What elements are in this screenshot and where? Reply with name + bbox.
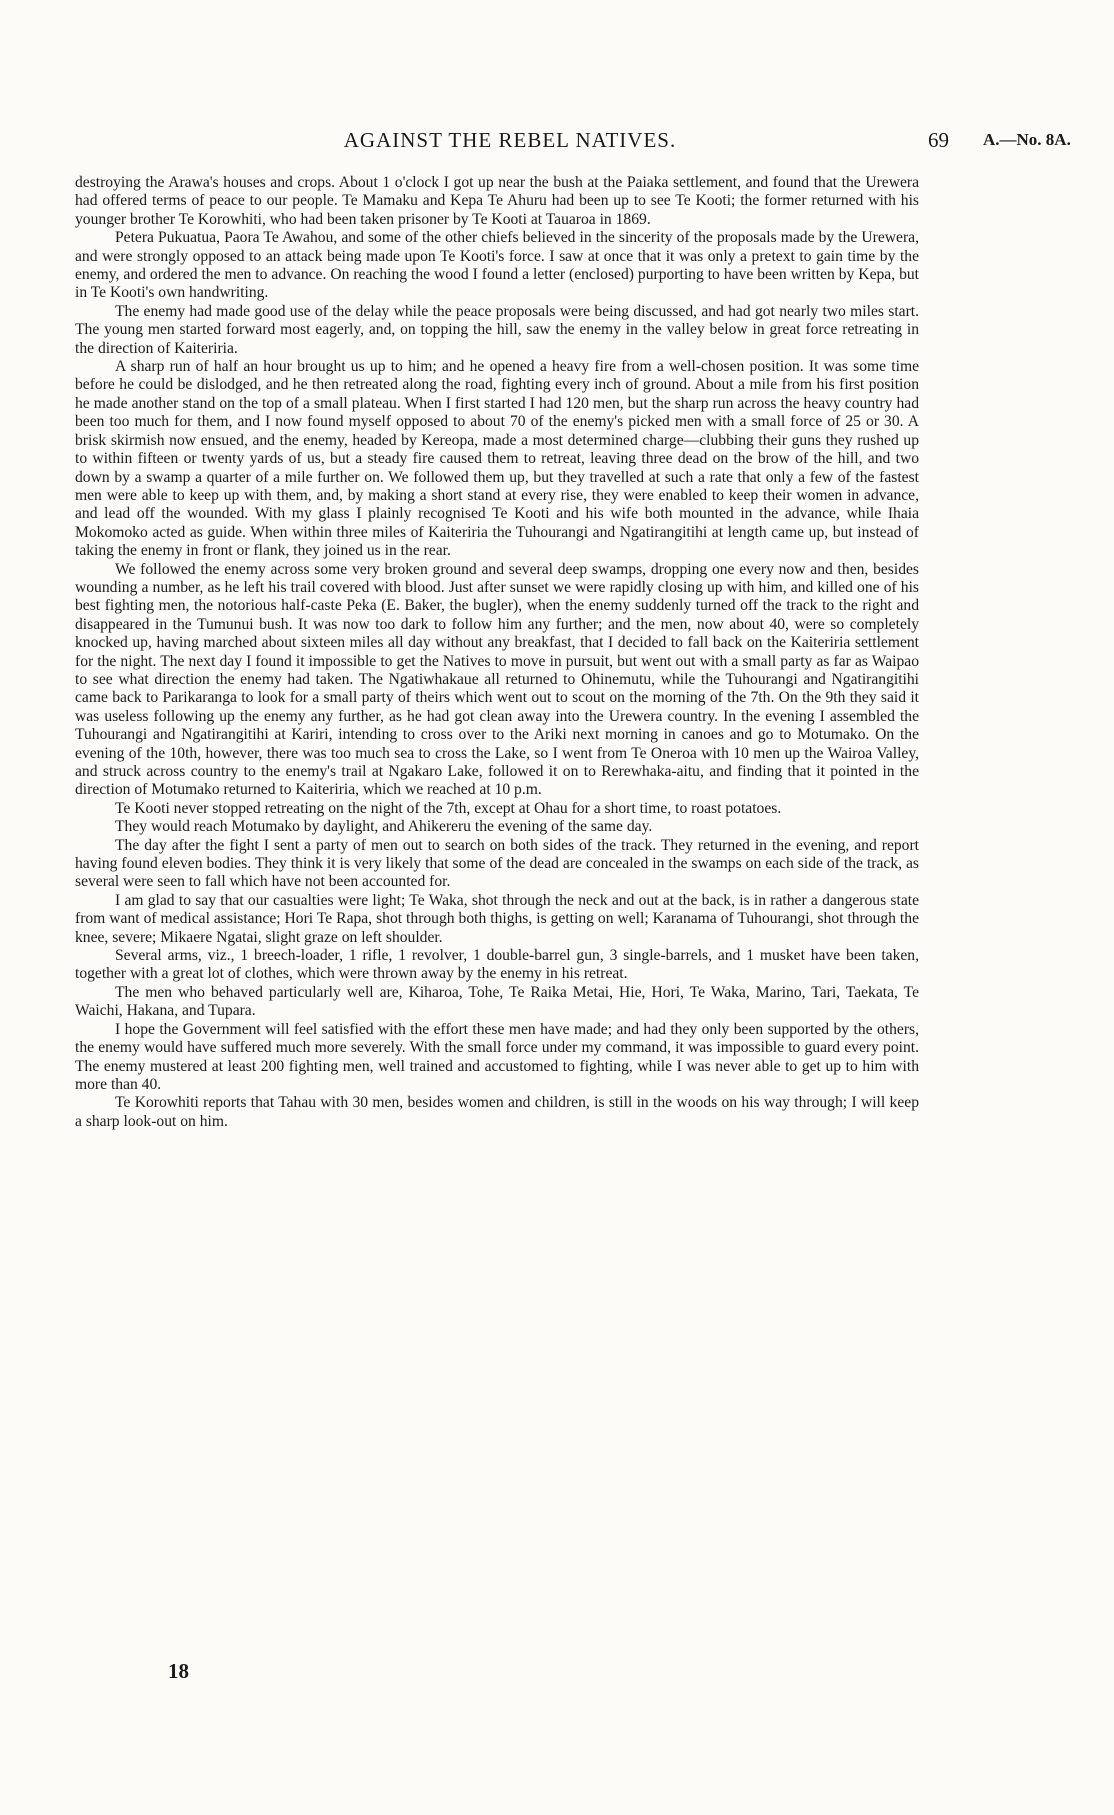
paragraph: The enemy had made good use of the delay while the peace proposals were being discussed, and had got nearly two miles start. The young men started forward most eagerly, and, on topping the hill, saw the enemy in the valley below in great force retreating in the direction of Kaiteriria.	[75, 302, 919, 357]
paragraph: The men who behaved particularly well are, Kiharoa, Tohe, Te Raika Metai, Hie, Hori, Te Waka, Marino, Tari, Taekata, Te Waichi, Hakana, and Tupara.	[75, 983, 919, 1020]
paragraph: Several arms, viz., 1 breech-loader, 1 rifle, 1 revolver, 1 double-barrel gun, 3 single-barrels, and 1 musket have been taken, together with a great lot of clothes, which were thrown away by the enemy in his retreat.	[75, 947, 919, 983]
paper-reference: A.—No. 8A.	[983, 130, 1071, 149]
paragraph: Te Korowhiti reports that Tahau with 30 men, besides women and children, is still in the woods on his way through; I will keep a sharp look-out on him.	[75, 1094, 919, 1130]
paragraph: Petera Pukuatua, Paora Te Awahou, and some of the other chiefs believed in the sincerity of the proposals made by the Urewera, and were strongly opposed to an attack being made upon Te Kooti's force. I saw at once that it was only a pretext to gain time by the enemy, and ordered the men to advance. On reaching the wood I found a letter (enclosed) purporting to have been written by Kepa, but in Te Kooti's own handwriting.	[75, 229, 919, 302]
running-title: AGAINST THE REBEL NATIVES.	[343, 128, 677, 152]
page-number: 69	[928, 128, 949, 152]
paragraph: destroying the Arawa's houses and crops. About 1 o'clock I got up near the bush at the Paiaka settlement, and found that the Urewera had offered terms of peace to our people. Te Mamaku and Kepa Te Ahuru had been up to see Te Kooti; the former returned with his younger brother Te Korowhiti, who had been taken prisoner by Te Kooti at Tauaroa in 1869.	[75, 174, 919, 228]
paragraph: They would reach Motumako by daylight, and Ahikereru the evening of the same day.	[115, 818, 653, 836]
paragraph: We followed the enemy across some very broken ground and several deep swamps, dropping one every now and then, besides wounding a number, as he left his trail covered with blood. Just after sunset we were rapidly closing up with him, and killed one of his best fighting men, the notorious half-caste Peka (E. Baker, the bugler), when the enemy suddenly turned off the track to the right and disappeared in the Tumunui bush. It was now too dark to follow him any further; and the men, now about 40, were so completely knocked up, having marched about sixteen miles all day without any breakfast, that I decided to fall back on the Kaiteriria settlement for the night. The next day I found it impossible to get the Natives to move in pursuit, but went out with a small party as far as Waipao to see what direction the enemy had taken. The Ngatiwhakaue all returned to Ohinemutu, while the Tuhourangi and Ngatirangitihi came back to Parikaranga to look for a small party of theirs which went out to scout on the morning of the 7th. On the 9th they said it was useless following up the enemy any further, as he had got clean away into the Urewera country. In the evening I assembled the Tuhourangi and Ngatirangitihi at Kariri, intending to cross over to the Ariki next morning in canoes and go to Motumako. On the evening of the 10th, however, there was too much sea to cross the Lake, so I went from Te Oneroa with 10 men up the Wairoa Valley, and struck across country to the enemy's trail at Ngakaro Lake, followed it on to Rerewhaka-aitu, and finding that it pointed in the direction of Motumako returned to Kaiteriria, which we reached at 10 p.m.	[75, 560, 919, 799]
body-text	[75, 174, 919, 1131]
paragraph: I hope the Government will feel satisfied with the effort these men have made; and had they only been supported by the others, the enemy would have suffered much more severely. With the small force under my command, it was impossible to guard every point. The enemy mustered at least 200 fighting men, well trained and accustomed to fighting, while I was never able to get up to him with more than 40.	[75, 1020, 919, 1093]
paragraph: The day after the fight I sent a party of men out to search on both sides of the track. They returned in the evening, and report having found eleven bodies. They think it is very likely that some of the dead are concealed in the swamps on each side of the track, as several were seen to fall which have not been accounted for.	[75, 836, 919, 891]
signature-mark: 18	[168, 1659, 189, 1683]
paragraph: A sharp run of half an hour brought us up to him; and he opened a heavy fire from a well-chosen position. It was some time before he could be dislodged, and he then retreated along the road, fighting every inch of ground. About a mile from his first position he made another stand on the top of a small plateau. When I first started I had 120 men, but the sharp run across the heavy country had been too much for them, and I now found myself opposed to about 70 of the enemy's picked men with a small force of 25 or 30. A brisk skirmish now ensued, and the enemy, headed by Kereopa, made a most determined charge—clubbing their guns they rushed up to within fifteen or twenty yards of us, but a steady fire caused them to retreat, leaving three dead on the brow of the hill, and two down by a swamp a quarter of a mile further on. We followed them up, but they travelled at such a rate that only a few of the fastest men were able to keep up with them, and, by making a short stand at every rise, they were enabled to keep their women in advance, and lead off the wounded. With my glass I plainly recognised Te Kooti and his wife both mounted in the advance, while Ihaia Mokomoko acted as guide. When within three miles of Kaiteriria the Tuhourangi and Ngatirangitihi at length came up, but instead of taking the enemy in front or flank, they joined us in the rear.	[75, 358, 919, 560]
paragraph: I am glad to say that our casualties were light; Te Waka, shot through the neck and out at the back, is in rather a dangerous state from want of medical assistance; Hori Te Rapa, shot through both thighs, is getting on well; Karanama of Tuhourangi, shot through the knee, severe; Mikaere Ngatai, slight graze on left shoulder.	[75, 891, 919, 946]
paragraph: Te Kooti never stopped retreating on the night of the 7th, except at Ohau for a short time, to roast potatoes.	[115, 799, 782, 817]
page-header	[0, 128, 1114, 158]
